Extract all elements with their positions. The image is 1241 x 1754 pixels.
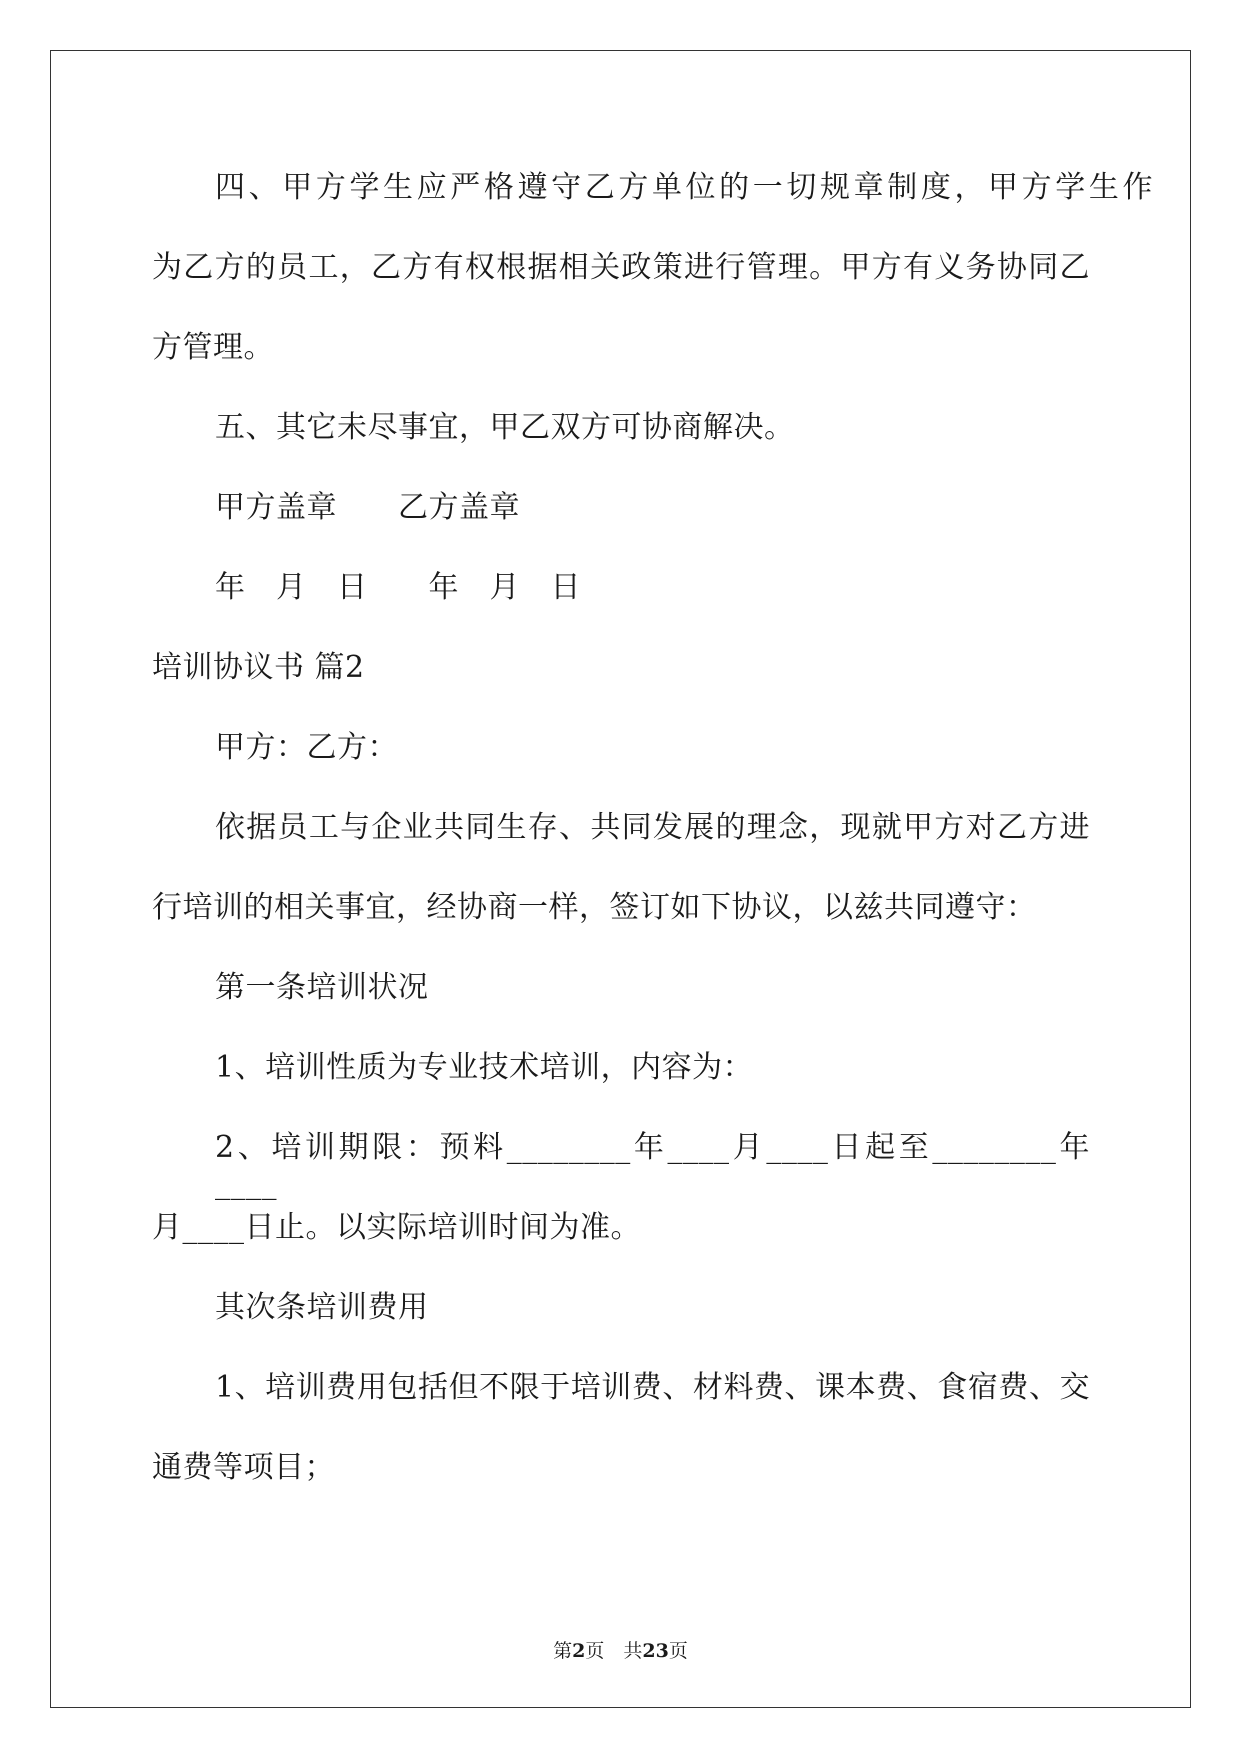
article-heading: 第一条培训状况 [215,970,429,1005]
signature-line: 甲方盖章 乙方盖章 [215,490,520,525]
paragraph-line: 方管理。 [152,330,274,365]
paragraph-line: 1、培训性质为专业技术培训，内容为： [215,1050,754,1085]
paragraph-line: 通费等项目； [152,1450,335,1485]
paragraph-line: 1、培训费用包括但不限于培训费、材料费、课本费、食宿费、交 [215,1370,1090,1405]
paragraph-line: 四、甲方学生应严格遵守乙方单位的一切规章制度，甲方学生作 [215,170,1153,205]
paragraph-line: 行培训的相关事宜，经协商一样，签订如下协议，以兹共同遵守： [152,890,1037,925]
page-footer [0,1636,1241,1663]
footer-middle: 页 共 [585,1640,643,1662]
paragraph-line: 为乙方的员工，乙方有权根据相关政策进行管理。甲方有义务协同乙 [152,250,1090,285]
paragraph-line: 五、其它未尽事宜，甲乙双方可协商解决。 [215,410,795,445]
page-number: 2 [572,1640,586,1662]
footer-suffix: 页 [668,1640,688,1662]
paragraph-line: 2、培训期限：预料________年____月____日起至________年____ [215,1130,1090,1201]
date-line: 年 月 日 年 月 日 [215,570,581,605]
paragraph-line: 月____日止。以实际培训时间为准。 [152,1210,641,1245]
paragraph-line: 依据员工与企业共同生存、共同发展的理念，现就甲方对乙方进 [215,810,1090,845]
section-title: 培训协议书 篇2 [152,650,365,685]
article-heading: 其次条培训费用 [215,1290,429,1325]
parties-line: 甲方：乙方： [215,730,398,765]
total-pages: 23 [642,1640,669,1662]
footer-prefix: 第 [553,1640,573,1662]
